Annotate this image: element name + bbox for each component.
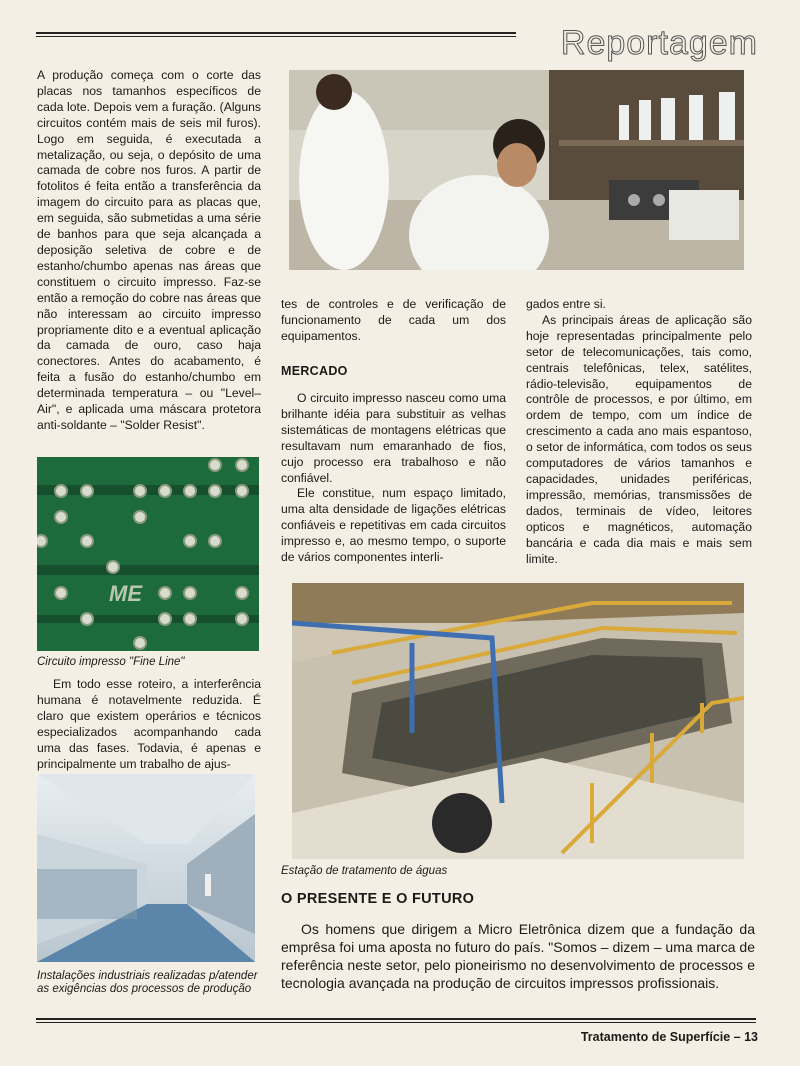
col2-text-2 [281,391,506,566]
footer-rule-top [36,1018,756,1020]
circuit-logo: ME [109,581,142,606]
circuit-board-photo [37,457,259,651]
col2-paragraph-1: O circuito impresso nasceu como uma brilhante idéia para substituir as velhas sistemáticas de montagens elétricas que resultavam num emaranhado de fios, cujo processo era trabalhoso e não confiável. [281,391,506,485]
col3-continuation: gados entre si. [526,297,606,311]
section-title: Reportagem [560,24,758,62]
installations-photo [37,774,255,962]
heading-presente-futuro: O PRESENTE E O FUTURO [281,891,475,907]
header-rule-bottom [36,36,516,37]
water-treatment-photo [292,583,744,859]
subhead-mercado: MERCADO [281,364,348,378]
col3-text [526,297,752,567]
footer-rule-bottom [36,1022,756,1023]
col2-paragraph-2: Ele constitue, num espaço limitado, uma alta densidade de ligações elétricas confiáveis e repetitivas em cada circuitos impresso e, ao mesmo tempo, o suporte de vários componentes interli- [281,486,506,565]
col1-paragraph-2: Em todo esse roteiro, a interferência humana é notavelmente reduzida. É claro que existem operários e técnicos especializados acompanhando cada uma das fases. Todavia, é apenas e principalmente um trabalho de ajus- [37,677,261,771]
col3-paragraph-1: As principais áreas de aplicação são hoje representadas principalmente pelo setor de telecomunicações, tais como, centrais telefônicas, telex, satélites, rádio-televisão, equipamentos de contrôle de processos, e por último, em ordem de tempo, com um índice de crescimento a cada ano mais espantoso, o setor de informática, com todos os seus computadores de vários tamanhos e capacidades, unidades periféricas, impressão, memórias, transmissões de dados, terminais de vídeo, leitores opticos e magnéticos, automação bancária e cada dia mais e mais sem limite. [526,312,752,566]
laboratory-photo [289,70,744,270]
caption-installations: Instalações industriais realizadas p/atender as exigências dos processos de produção [37,970,258,995]
col1-text-2 [37,677,261,772]
caption-water: Estação de tratamento de águas [281,865,448,877]
col2-continuation: tes de controles e de verificação de funcionamento de cada um dos equipamentos. [281,297,506,343]
page-footer: Tratamento de Superfície – 13 [580,1030,758,1044]
col1-text [37,68,261,434]
header-rule-top [36,32,516,34]
col2-text [281,297,506,345]
future-text: Os homens que dirigem a Micro Eletrônica dizem que a fundação da emprêsa foi uma aposta no futuro do país. "Somos – dizem – uma marca de referência neste setor, pelo pioneirismo no desenvolvimento de processos e tecnologia avançada na produção de circuitos impressos profissionais. [281,921,755,991]
col1-paragraph: A produção começa com o corte das placas nos tamanhos específicos de cada lote. Depois vem a furação. (Alguns circuitos contém mais de seis mil furos). Logo em seguida, é executada a metalização, ou seja, o depósito de uma camada de cobre nos furos. A partir de fotolitos é feita então a transferência da imagem do circuito para as placas que, em seguida, são submetidas a uma série de banhos para que seja alcançada a deposição seletiva de cobre e de estanho/chumbo apenas nas áreas que constituem o circuito impresso. Faz-se então a remoção do cobre nas áreas que não interessam ao circuito impresso propriamente dito e a eventual aplicação da camada de ouro, caso haja conectores. Antes do acabamento, é feita a fusão do estanho/chumbo em determinada temperatura – ou "Level–Air", e aplicada uma máscara protetora anti-soldante – "Solder Resist". [37,68,261,432]
caption-circuit: Circuito impresso "Fine Line" [37,656,185,668]
